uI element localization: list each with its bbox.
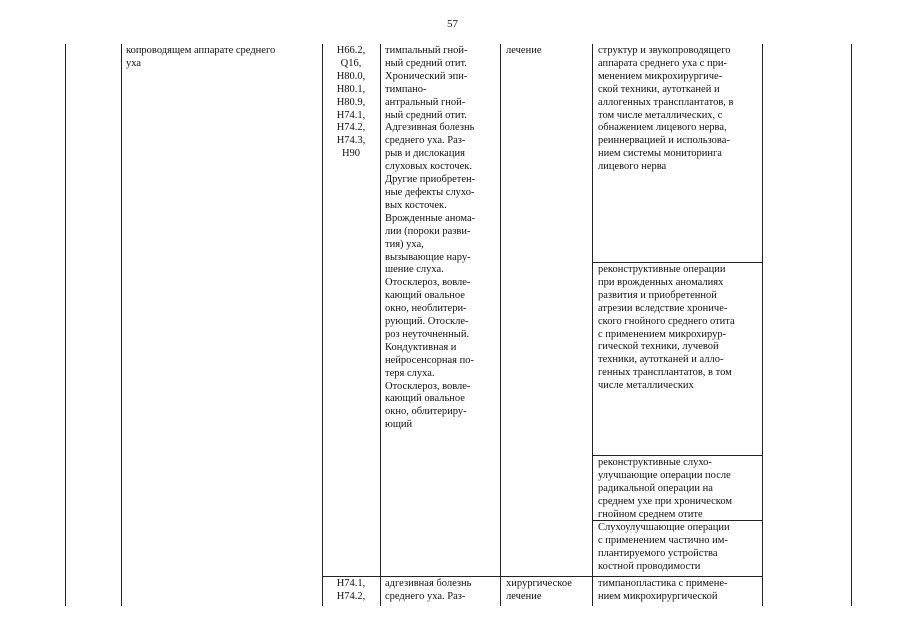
method-cell: реконструктивные операции при врожденных аномалиях развития и приобретенной атрезии вследствие хрониче- ского гнойного среднего отита с применением микрохирур- гической техники, лучевой техники, аутотканей и алло- генных трансплантатов, в том числе металлических <box>598 264 735 392</box>
row-divider <box>592 262 762 263</box>
column-divider <box>121 44 122 606</box>
column-divider <box>762 44 763 606</box>
column-divider <box>500 44 501 606</box>
icd-codes-cell: H66.2, Q16, H80.0, H80.1, H80.9, H74.1, H74.2, H74.3, H90 <box>336 45 366 160</box>
disease-group-cell: копроводящем аппарате среднего уха <box>126 45 276 69</box>
row-divider <box>322 576 762 577</box>
table-border-left <box>65 44 66 606</box>
column-divider <box>592 44 593 606</box>
table-border-right <box>851 44 852 606</box>
row-divider <box>592 455 762 456</box>
page-number: 57 <box>447 18 458 30</box>
method-cell: Слухоулучшающие операции с применением частично им- плантируемого устройства костной проводимости <box>598 522 730 572</box>
method-cell: структур и звукопроводящего аппарата среднего уха с при- менением микрохирургиче- ской техники, аутотканей и аллогенных трансплантатов, в том числе металлических, с обнажением лицевого нерва, реиннервацией и использова- нием системы мониторинга лицевого нерва <box>598 45 734 173</box>
treatment-cell: хирургическое лечение <box>506 578 572 602</box>
method-cell: тимпанопластика с примене- нием микрохирургической <box>598 578 728 602</box>
icd-codes-cell: H74.1, H74.2, <box>336 578 366 602</box>
method-cell: реконструктивные слухо- улучшающие операции после радикальной операции на среднем ухе при хроническом гнойном среднем отите <box>598 457 733 520</box>
treatment-cell: лечение <box>506 45 542 56</box>
column-divider <box>380 44 381 606</box>
diagnosis-cell: адгезивная болезнь среднего уха. Раз- <box>385 578 472 602</box>
diagnosis-cell: тимпальный гной- ный средний отит. Хронический эпи- тимпано- антральный гной- ный средний отит. Адгезивная болезнь среднего уха. Раз- рыв и дислокация слуховых косточек. Другие приобретен- ные дефекты слухо- вых косточек. Врожденные анома- лии (пороки разви- тия) уха, вызывающие нару- шение слуха. Отосклероз, вовле- кающий овальное окно, необлитери- рующий. Отоскле- роз неуточненный. Кондуктивная и нейросенсорная по- теря слуха. Отосклероз, вовле- кающий овальное окно, облитериру- ющий <box>385 45 476 431</box>
